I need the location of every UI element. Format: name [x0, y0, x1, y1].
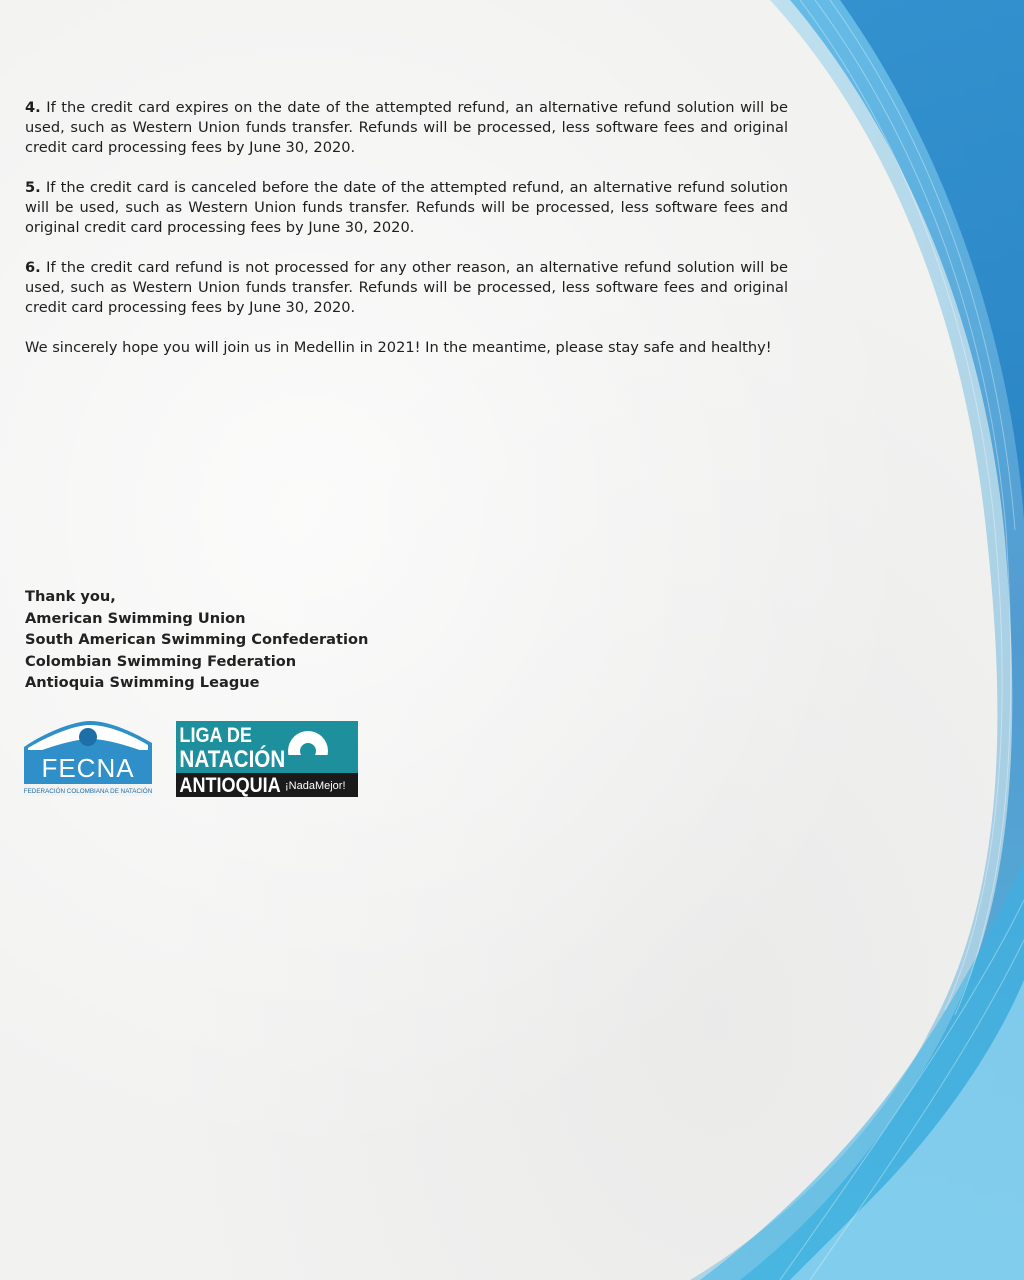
closing-paragraph	[25, 338, 788, 358]
clause-number: 6.	[25, 259, 41, 276]
closing-salutation: Thank you,	[25, 588, 116, 605]
signature-block	[25, 586, 368, 694]
fecna-subtitle: FEDERACIÓN COLOMBIANA DE NATACIÓN	[24, 788, 152, 795]
liga-line2: NATACIÓN	[179, 745, 286, 773]
clause-text: If the credit card refund is not processed for any other reason, an alternative refund solution will be used, such as Western Union funds transfer. Refunds will be processed, less software fees and original credit card processing fees by June 30, 2020.	[25, 259, 788, 316]
closing-text: We sincerely hope you will join us in Medellin in 2021! In the meantime, please stay safe and healthy!	[25, 339, 772, 356]
signatory-org: American Swimming Union	[25, 609, 246, 627]
clause-text: If the credit card expires on the date of the attempted refund, an alternative refund solution will be used, such as Western Union funds transfer. Refunds will be processed, less software fees and original credit card processing fees by June 30, 2020.	[25, 99, 788, 156]
refund-clause-6	[25, 258, 788, 318]
liga-line3: ANTIOQUIA	[179, 773, 281, 797]
letter-body	[25, 98, 788, 378]
signatory-org: South American Swimming Confederation	[25, 631, 369, 648]
fecna-wordmark: FECNA	[41, 753, 135, 783]
clause-number: 5.	[25, 179, 41, 196]
clause-number: 4.	[25, 99, 41, 116]
liga-natacion-logo	[176, 721, 358, 797]
signatory-org: Colombian Swimming Federation	[25, 652, 297, 670]
refund-clause-4	[25, 98, 788, 158]
clause-text: If the credit card is canceled before the date of the attempted refund, an alternative refund solution will be used, such as Western Union funds transfer. Refunds will be processed, less software fees and original credit card processing fees by June 30, 2020.	[25, 179, 788, 236]
signatory-org: Antioquia Swimming League	[25, 674, 260, 691]
liga-line1: LIGA DE	[179, 723, 252, 748]
liga-tagline: ¡NadaMejor!	[285, 780, 346, 792]
refund-clause-5	[25, 178, 788, 238]
fecna-logo	[24, 719, 152, 797]
